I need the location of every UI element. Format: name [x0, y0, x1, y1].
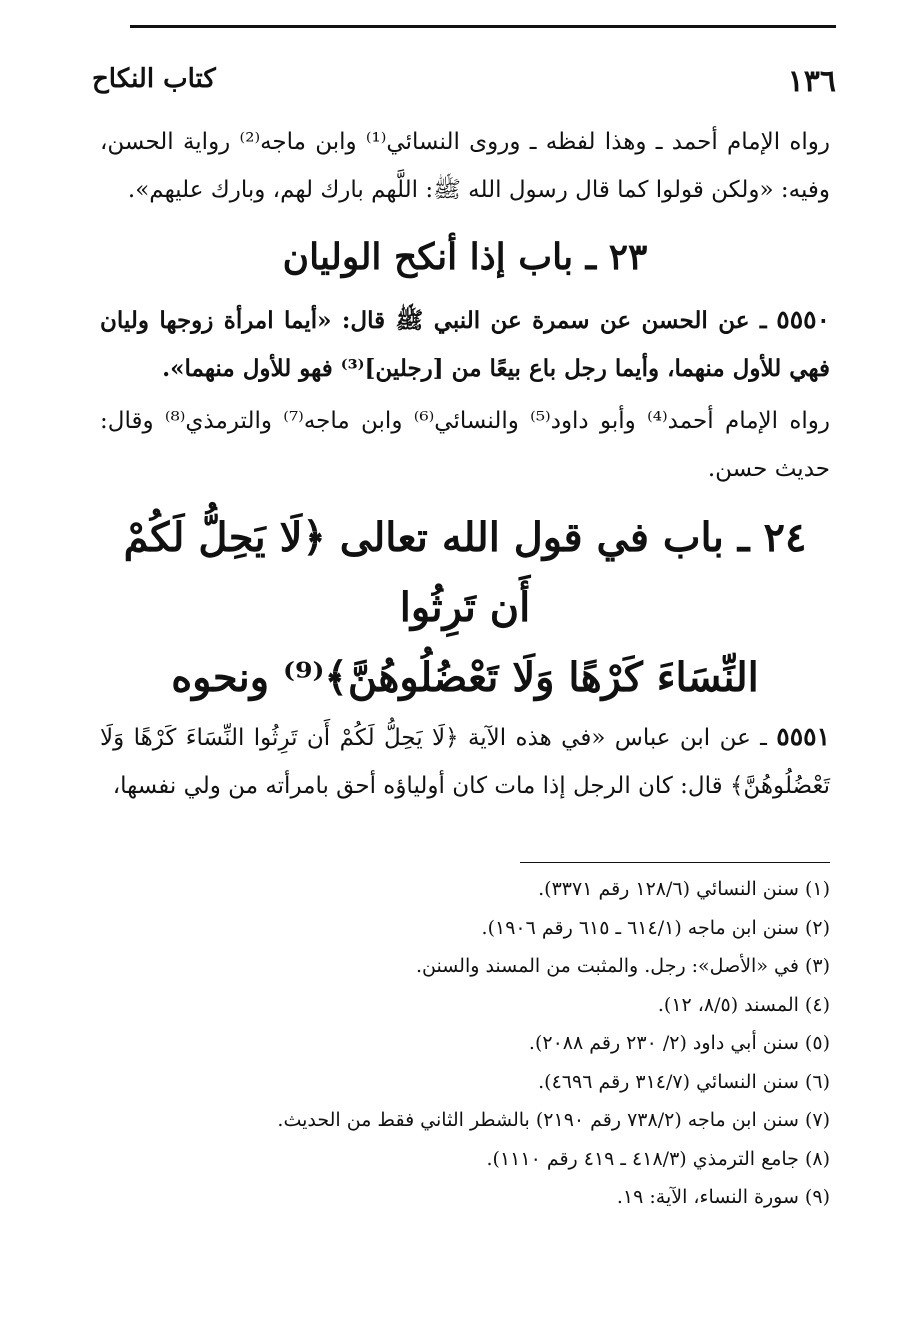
hadith-text: ـ عن الحسن عن سمرة عن النبي ﷺ قال: «أيما امرأة زوجها وليان فهي للأول منهما، وأيما رجل باع بيعًا من [رجلين]⁽³⁾ فهو للأول منهما».	[100, 307, 830, 382]
hadith-number: ٥٥٥٠	[776, 305, 830, 334]
hadith-5550	[100, 296, 830, 393]
footnote: (٤) المسند (٨/٥، ١٢).	[657, 993, 830, 1016]
footnote-rule	[520, 862, 830, 863]
footnote: (٣) في «الأصل»: رجل. والمثبت من المسند والسنن.	[415, 955, 830, 977]
page-header	[92, 64, 836, 112]
footnote: (٧) سنن ابن ماجه (٧٣٨/٢ رقم ٢١٩٠) بالشطر الثاني فقط من الحديث.	[277, 1109, 830, 1131]
footnote: (٩) سورة النساء، الآية: ١٩.	[616, 1186, 830, 1208]
main-text	[100, 118, 830, 810]
footnote: (٢) سنن ابن ماجه (٦١٤/١ ـ ٦١٥ رقم ١٩٠٦).	[481, 916, 830, 939]
header-rule	[130, 25, 836, 28]
narration-paragraph: رواه الإمام أحمد ـ وهذا لفظه ـ وروى النسائي⁽¹⁾ وابن ماجه⁽²⁾ رواية الحسن، وفيه: «ولكن قولوا كما قال رسول الله ﷺ: اللَّهم بارك لهم، وبارك عليهم».	[100, 129, 830, 203]
footnote: (٨) جامع الترمذي (٤١٨/٣ ـ ٤١٩ رقم ١١١٠).	[486, 1147, 830, 1170]
footnote: (١) سنن النسائي (١٢٨/٦ رقم ٣٣٧١).	[538, 878, 830, 900]
footnote: (٥) سنن أبي داود (٢/ ٢٣٠ رقم ٢٠٨٨).	[528, 1032, 830, 1054]
chapter-heading-24-line1: ٢٤ ـ باب في قول الله تعالى ﴿لَا يَحِلُّ لَكُمْ أَن تَرِثُوا	[123, 514, 807, 631]
hadith-number: ٥٥٥١	[776, 722, 830, 751]
footnotes	[100, 870, 830, 1217]
book-title: كتاب النكاح	[92, 64, 216, 94]
chapter-heading-24-line2: النِّسَاءَ كَرْهًا وَلَا تَعْضُلُوهُنَّ﴾⁽⁹⁾ ونحوه	[171, 654, 759, 701]
hadith-5551	[100, 713, 830, 810]
chapter-heading-23: ٢٣ ـ باب إذا أنكح الوليان	[282, 236, 648, 278]
hadith-text: ـ عن ابن عباس «في هذه الآية ﴿لَا يَحِلُّ لَكُمْ أَن تَرِثُوا النِّسَاءَ كَرْهًا وَلَا تَعْضُلُوهُنَّ﴾ قال: كان الرجل إذا مات كان أولياؤه أحق بامرأته من ولي نفسها،	[100, 725, 830, 799]
narration-paragraph: رواه الإمام أحمد⁽⁴⁾ وأبو داود⁽⁵⁾ والنسائي⁽⁶⁾ وابن ماجه⁽⁷⁾ والترمذي⁽⁸⁾ وقال: حديث حسن.	[100, 408, 831, 482]
footnote: (٦) سنن النسائي (٣١٤/٧ رقم ٤٦٩٦).	[538, 1070, 830, 1093]
page-number: ١٣٦	[787, 64, 836, 99]
